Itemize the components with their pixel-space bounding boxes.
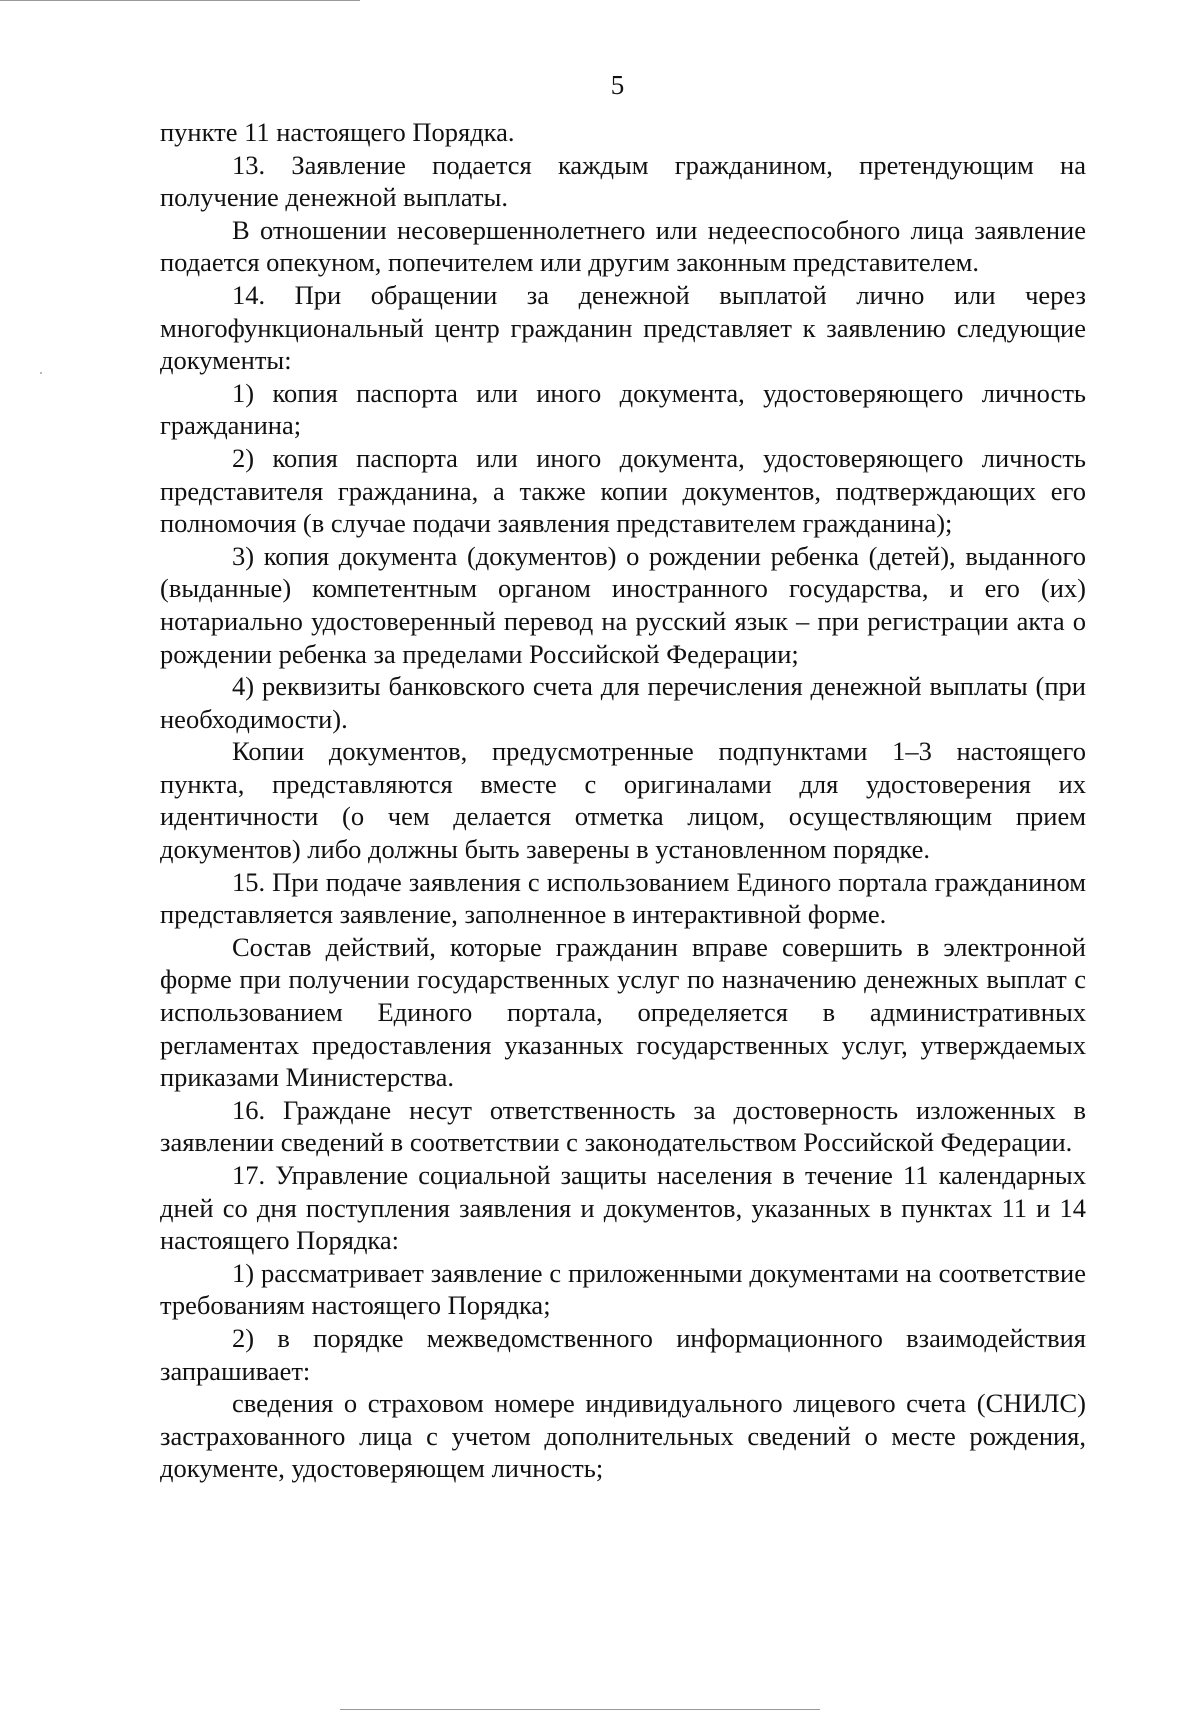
paragraph: сведения о страховом номере индивидуального лицевого счета (СНИЛС) застрахованного лица с учетом дополнительных сведений о месте рождения, документе, удостоверяющем личность; [160, 1388, 1086, 1484]
paragraph: 3) копия документа (документов) о рождении ребенка (детей), выданного (выданные) компетентным органом иностранного государства, и его (их) нотариально удостоверенный перевод на русский язык – при регистрации акта о рождении ребенка за пределами Российской Федерации; [160, 540, 1086, 669]
paragraph: Копии документов, предусмотренные подпунктами 1–3 настоящего пункта, представляются вместе с оригиналами для удостоверения их идентичности (о чем делается отметка лицом, осуществляющим прием документов) либо должны быть заверены в установленном порядке. [160, 736, 1086, 865]
scan-artifact-left [40, 372, 42, 374]
paragraph: 2) в порядке межведомственного информационного взаимодействия запрашивает: [160, 1322, 1086, 1386]
paragraph: 15. При подаче заявления с использованием Единого портала гражданином представляется заявление, заполненное в интерактивной форме. [160, 866, 1086, 930]
scan-artifact-top [0, 0, 360, 1]
paragraph: 4) реквизиты банковского счета для перечисления денежной выплаты (при необходимости). [160, 671, 1086, 734]
paragraph: 2) копия паспорта или иного документа, удостоверяющего личность представителя гражданина, а также копии документов, подтверждающих его полномочия (в случае подачи заявления представителем гражданина); [160, 442, 1086, 539]
paragraph: Состав действий, которые гражданин вправе совершить в электронной форме при получении государственных услуг по назначению денежных выплат с использованием Единого портала, определяется в административных регламентах предоставления указанных государственных услуг, утверждаемых приказами Министерства. [160, 931, 1086, 1093]
paragraph: пункте 11 настоящего Порядка. [160, 117, 515, 147]
document-body [160, 116, 1086, 1485]
paragraph: 1) рассматривает заявление с приложенными документами на соответствие требованиям настоящего Порядка; [160, 1257, 1086, 1321]
paragraph: 13. Заявление подается каждым гражданином, претендующим на получение денежной выплаты. [160, 149, 1086, 213]
paragraph: В отношении несовершеннолетнего или недееспособного лица заявление подается опекуном, попечителем или другим законным представителем. [160, 214, 1086, 278]
scan-artifact-bottom [340, 1709, 820, 1710]
page-number: 5 [610, 70, 625, 100]
paragraph: 17. Управление социальной защиты населения в течение 11 календарных дней со дня поступления заявления и документов, указанных в пунктах 11 и 14 настоящего Порядка: [160, 1160, 1086, 1256]
paragraph: 16. Граждане несут ответственность за достоверность изложенных в заявлении сведений в соответствии с законодательством Российской Федерации. [160, 1094, 1086, 1158]
paragraph: 1) копия паспорта или иного документа, удостоверяющего личность гражданина; [160, 377, 1086, 441]
paragraph: 14. При обращении за денежной выплатой лично или через многофункциональный центр гражданин представляет к заявлению следующие документы: [160, 279, 1086, 376]
